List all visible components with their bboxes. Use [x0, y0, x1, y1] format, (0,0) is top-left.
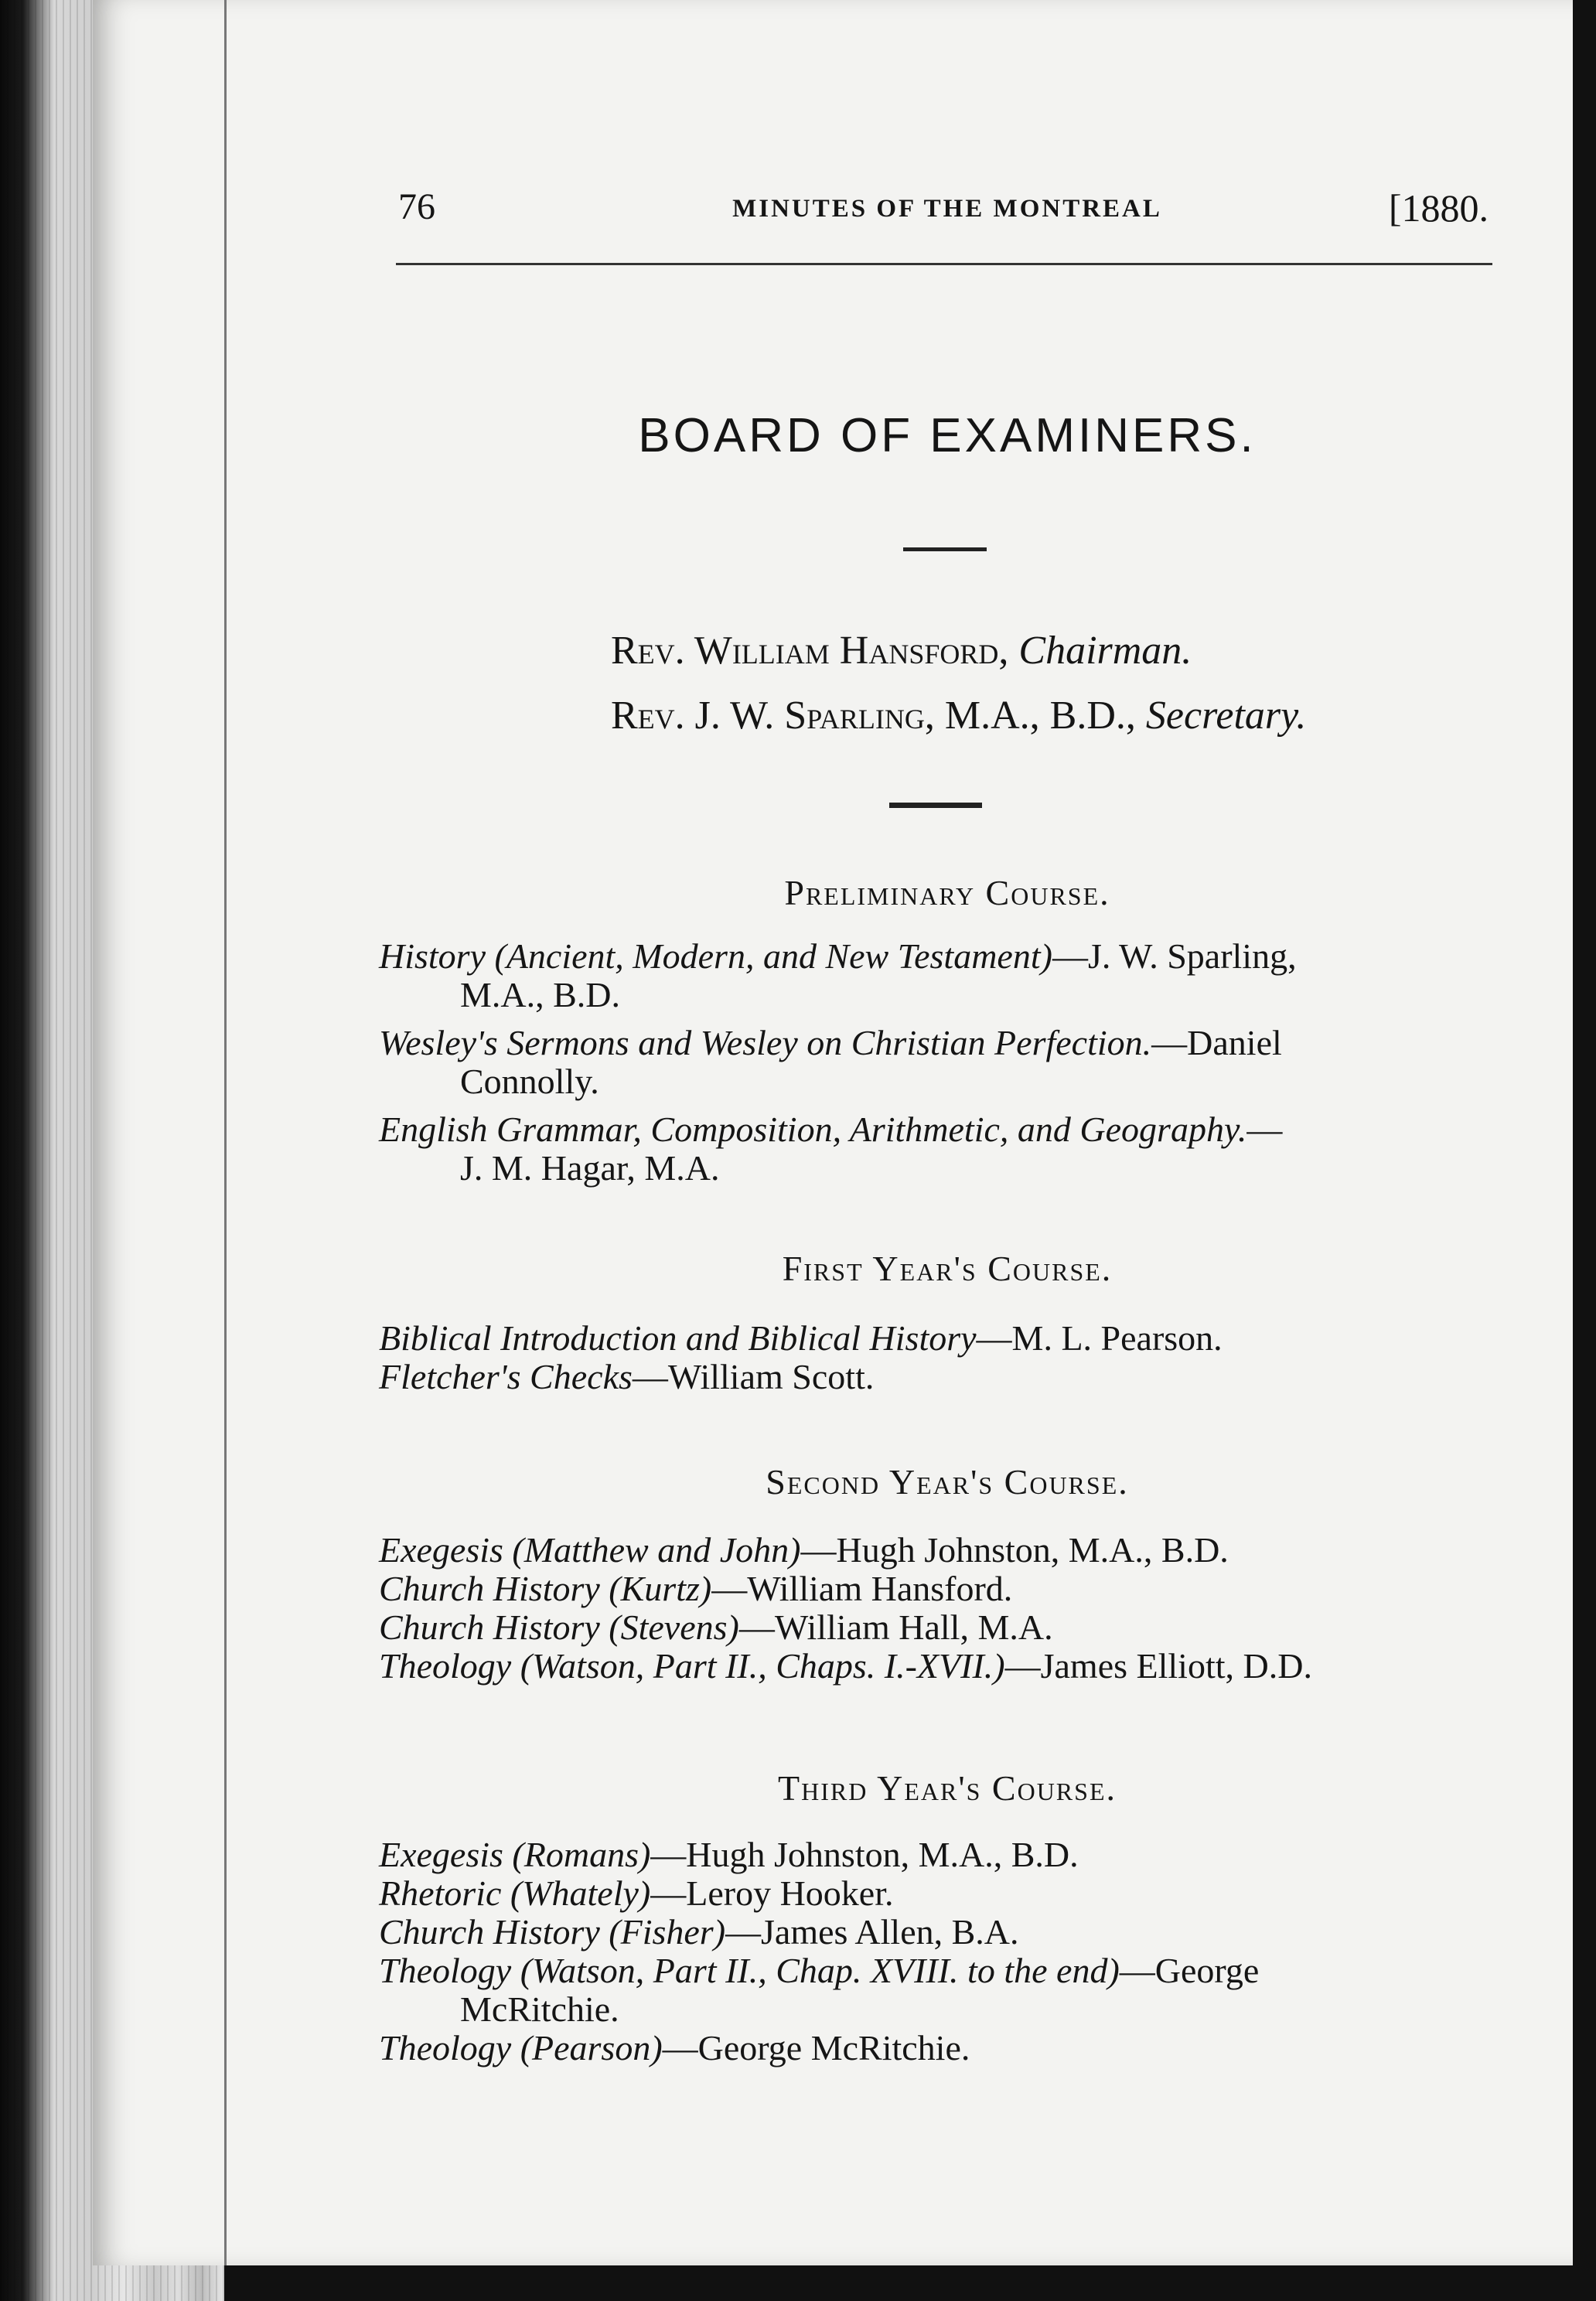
- entry: [379, 2029, 1489, 2067]
- entry-subject: Church History (Kurtz): [379, 1569, 712, 1608]
- entry-examiner: —George: [1119, 1951, 1260, 1990]
- gutter-line: [224, 0, 227, 2265]
- entry: [379, 1608, 1489, 1647]
- entry: [379, 1358, 1489, 1396]
- entry-subject: Theology (Watson, Part II., Chaps. I.-XVII.): [379, 1646, 1005, 1686]
- entry-examiner: —: [1246, 1110, 1283, 1149]
- entry-examiner: —James Elliott, D.D.: [1004, 1646, 1312, 1686]
- section-heading-third-year: Third Year's Course.: [777, 1768, 1117, 1808]
- entry-subject: History (Ancient, Modern, and New Testament): [379, 936, 1052, 976]
- officer-chairman: [611, 619, 1306, 683]
- officer-secretary: [611, 683, 1306, 748]
- entry-continuation: M.A., B.D.: [460, 975, 621, 1014]
- entry: [379, 1319, 1489, 1358]
- entry: [379, 1952, 1489, 2029]
- entry-continuation: McRitchie.: [460, 1989, 619, 2029]
- entry-examiner: —William Scott.: [632, 1357, 875, 1396]
- officer-name: Rev. William Hansford,: [611, 629, 1019, 673]
- entry-subject: English Grammar, Composition, Arithmetic, and Geography.: [379, 1110, 1247, 1149]
- entry: [379, 1913, 1489, 1952]
- entry: [379, 1836, 1489, 1874]
- section-entries-first-year: [379, 1319, 1489, 1406]
- section-entries-third-year: [379, 1836, 1489, 2077]
- entry-subject: Church History (Fisher): [379, 1912, 726, 1952]
- entry-examiner: —Hugh Johnston, M.A., B.D.: [800, 1530, 1229, 1570]
- entry-subject: Wesley's Sermons and Wesley on Christian Perfection.: [379, 1023, 1152, 1062]
- officer-role: Chairman.: [1018, 629, 1192, 673]
- section-entries-second-year: [379, 1531, 1489, 1695]
- entry-examiner: —William Hansford.: [711, 1569, 1013, 1608]
- scan-border-bottom: [224, 2265, 1596, 2301]
- entry-subject: Theology (Watson, Part II., Chap. XVIII. to the end): [379, 1951, 1120, 1990]
- section-heading-second-year: Second Year's Course.: [766, 1462, 1129, 1502]
- entry-examiner: —George McRitchie.: [662, 2028, 970, 2067]
- entry-continuation: J. M. Hagar, M.A.: [460, 1148, 720, 1188]
- entry-subject: Biblical Introduction and Biblical History: [379, 1318, 977, 1358]
- officer-name: Rev. J. W. Sparling, M.A., B.D.,: [611, 694, 1146, 738]
- entry-subject: Exegesis (Romans): [379, 1835, 651, 1874]
- entry-subject: Theology (Pearson): [379, 2028, 663, 2067]
- entry: [379, 1874, 1489, 1913]
- entry: [379, 1531, 1489, 1570]
- entry-subject: Rhetoric (Whately): [379, 1873, 651, 1913]
- entry-examiner: —M. L. Pearson.: [976, 1318, 1223, 1358]
- officer-role: Secretary.: [1145, 694, 1307, 738]
- scan-border-right: [1573, 0, 1596, 2301]
- entry: [379, 1024, 1489, 1101]
- entry-examiner: —J. W. Sparling,: [1052, 936, 1297, 976]
- entry: [379, 1647, 1489, 1686]
- entry-subject: Church History (Stevens): [379, 1607, 739, 1647]
- section-heading-preliminary: Preliminary Course.: [784, 873, 1110, 912]
- entry: [379, 937, 1489, 1014]
- entry: [379, 1570, 1489, 1608]
- page-title: BOARD OF EXAMINERS.: [638, 409, 1257, 462]
- entry-subject: Fletcher's Checks: [379, 1357, 633, 1396]
- entry-continuation: Connolly.: [460, 1062, 599, 1101]
- officers-divider: [889, 803, 982, 808]
- section-entries-preliminary: [379, 937, 1489, 1197]
- entry-examiner: —William Hall, M.A.: [738, 1607, 1053, 1647]
- entry-subject: Exegesis (Matthew and John): [379, 1530, 801, 1570]
- entry: [379, 1110, 1489, 1188]
- entry-examiner: —Hugh Johnston, M.A., B.D.: [650, 1835, 1079, 1874]
- section-heading-first-year: First Year's Course.: [782, 1249, 1113, 1288]
- page-number: 76: [398, 186, 435, 227]
- header-rule: [396, 263, 1492, 265]
- title-divider: [903, 547, 987, 551]
- entry-examiner: —Leroy Hooker.: [650, 1873, 894, 1913]
- officers-list: [611, 619, 1306, 748]
- running-title: MINUTES OF THE MONTREAL: [732, 195, 1162, 223]
- running-year: [1880.: [1388, 186, 1489, 230]
- entry-examiner: —James Allen, B.A.: [725, 1912, 1019, 1952]
- entry-examiner: —Daniel: [1151, 1023, 1282, 1062]
